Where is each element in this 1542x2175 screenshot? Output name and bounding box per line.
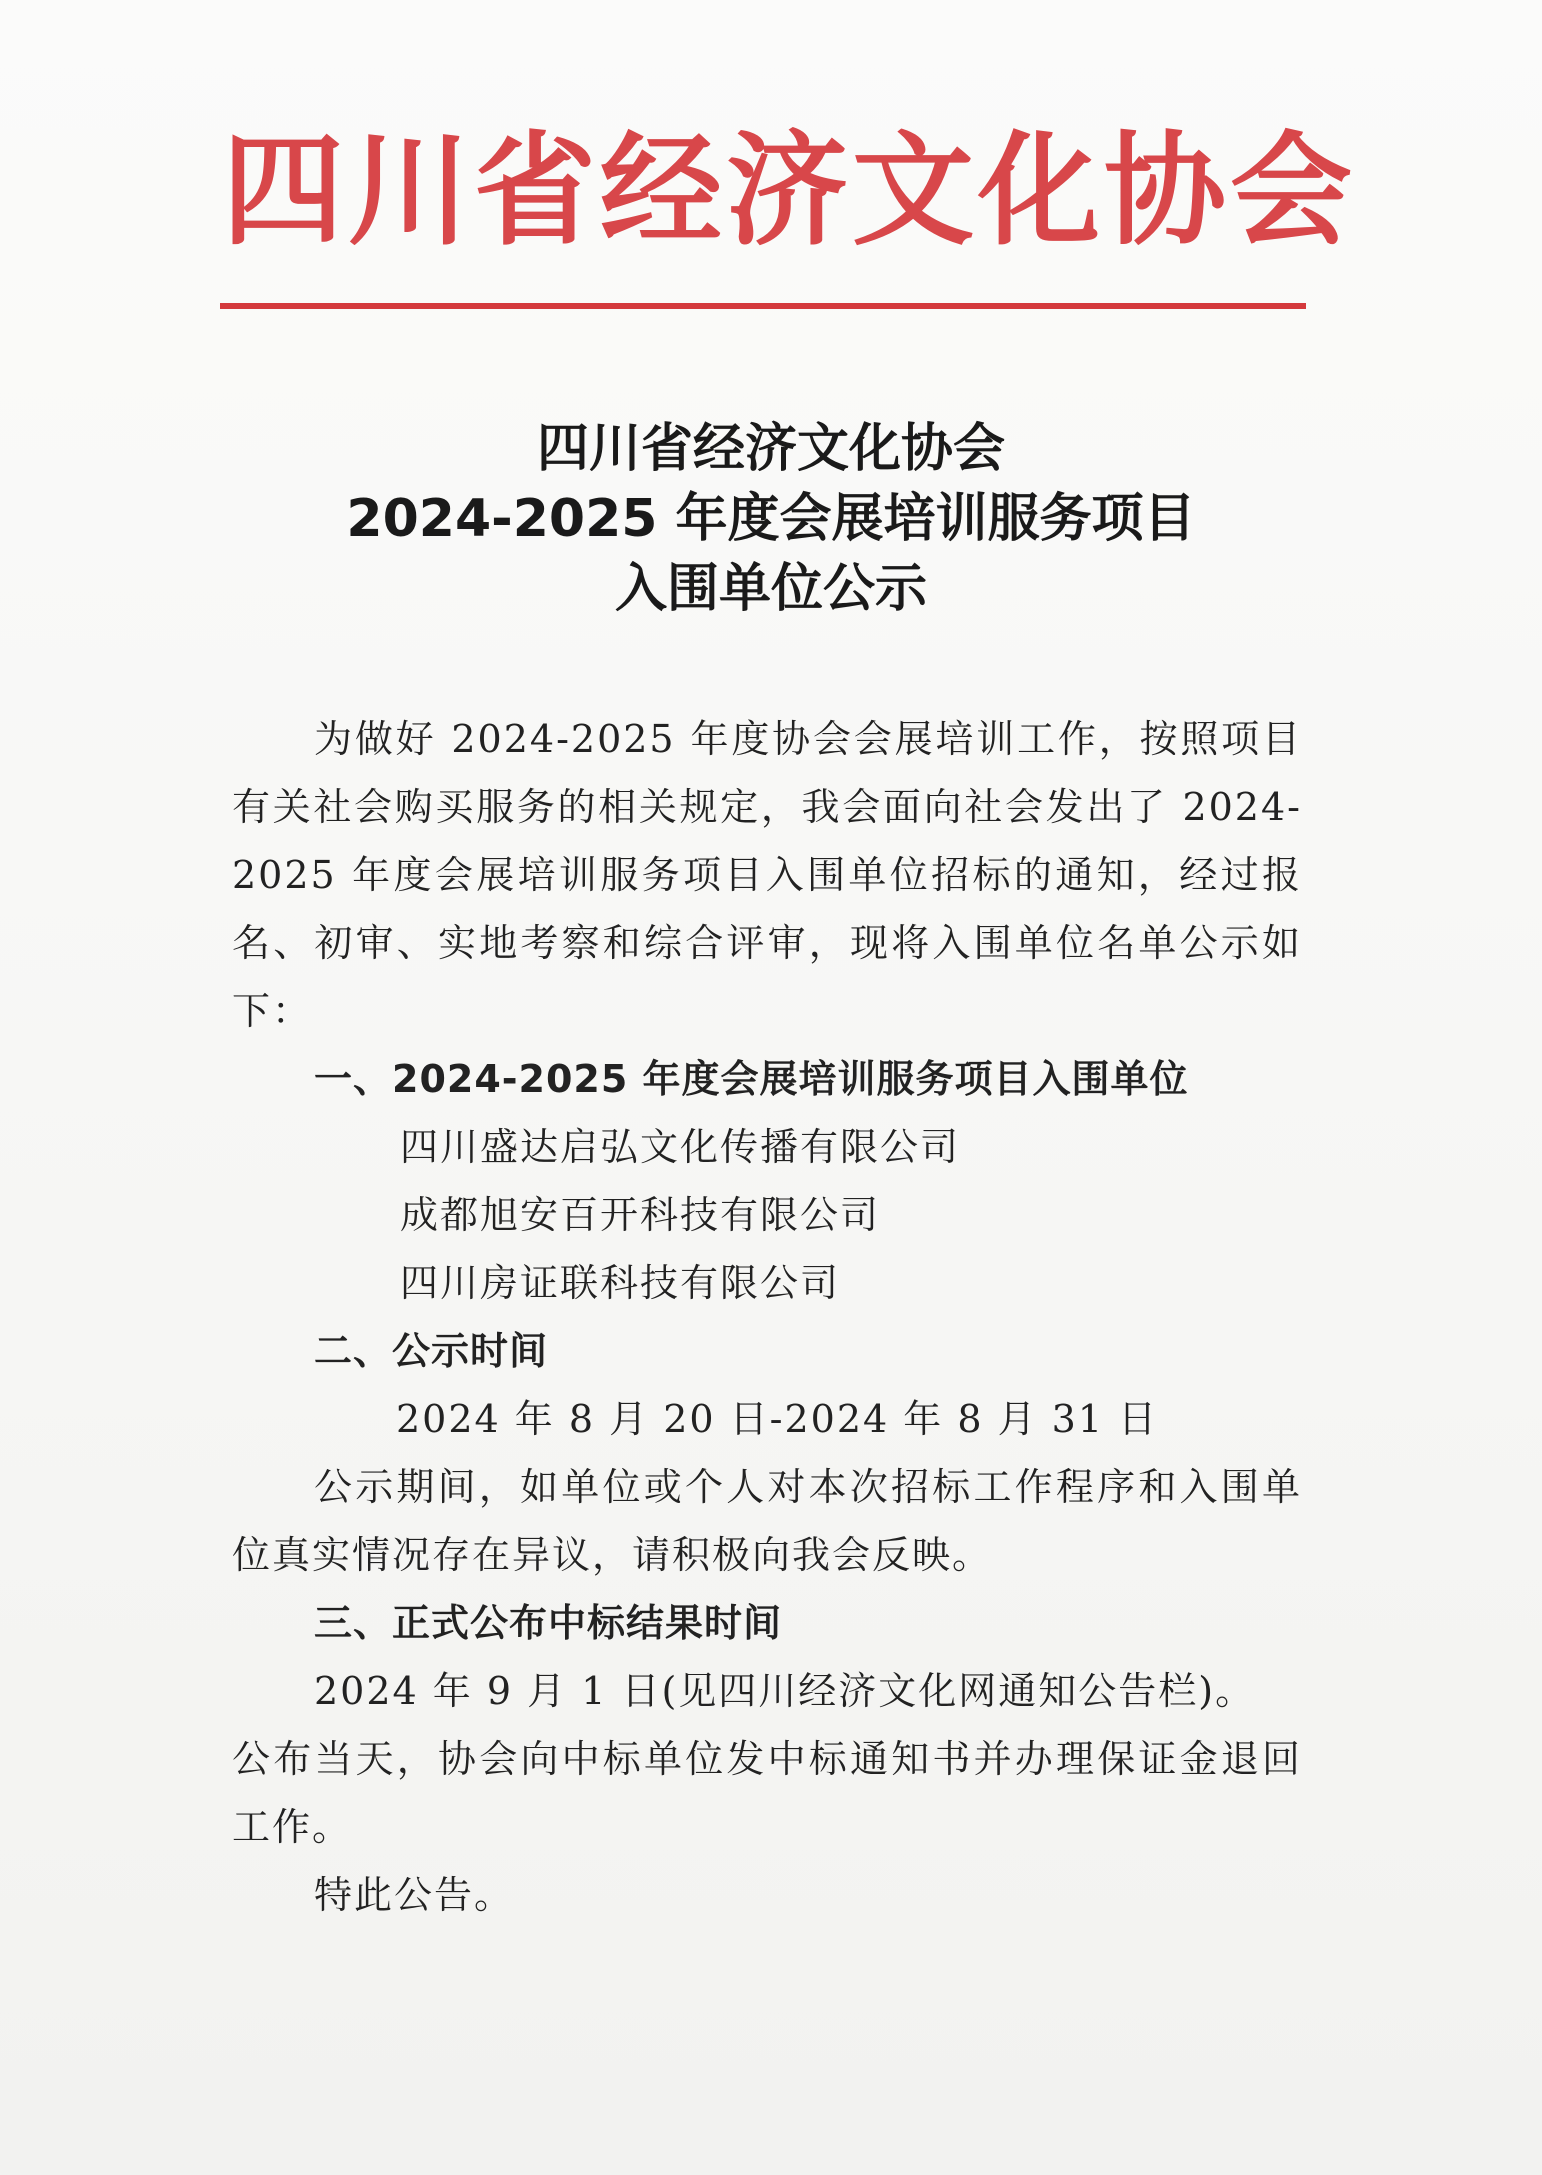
letterhead-title: 四川省经济文化协会	[222, 120, 1356, 262]
result-date: 2024 年 9 月 1 日(见四川经济文化网通知公告栏)。	[314, 1669, 1256, 1713]
title-line-3: 入围单位公示	[614, 559, 927, 619]
document-title	[170, 414, 1372, 624]
title-line-2: 2024-2025 年度会展培训服务项目	[346, 489, 1196, 549]
intro-paragraph: 为做好 2024-2025 年度协会会展培训工作，按照项目有关社会购买服务的相关规定，我会面向社会发出了 2024-2025 年度会展培训服务项目入围单位招标的通知，经过报名、初审、实地考察和综合评审，现将入围单位名单公示如下：	[232, 717, 1302, 1033]
title-line-1: 四川省经济文化协会	[536, 419, 1005, 479]
unit-item: 四川房证联科技有限公司	[400, 1261, 841, 1305]
section-2-heading: 二、公示时间	[314, 1329, 549, 1373]
document-body	[232, 705, 1302, 1929]
section-3-heading: 三、正式公布中标结果时间	[314, 1601, 783, 1645]
result-note: 公布当天，协会向中标单位发中标通知书并办理保证金退回工作。	[232, 1737, 1302, 1849]
notice-period: 2024 年 8 月 20 日-2024 年 8 月 31 日	[396, 1397, 1159, 1441]
unit-item: 成都旭安百开科技有限公司	[400, 1193, 881, 1237]
objection-note: 公示期间，如单位或个人对本次招标工作程序和入围单位真实情况存在异议，请积极向我会反映。	[232, 1465, 1302, 1577]
letterhead-red-rule	[220, 303, 1306, 309]
unit-item: 四川盛达启弘文化传播有限公司	[400, 1125, 961, 1169]
closing-line: 特此公告。	[314, 1873, 515, 1917]
section-1-heading: 一、2024-2025 年度会展培训服务项目入围单位	[314, 1057, 1189, 1101]
